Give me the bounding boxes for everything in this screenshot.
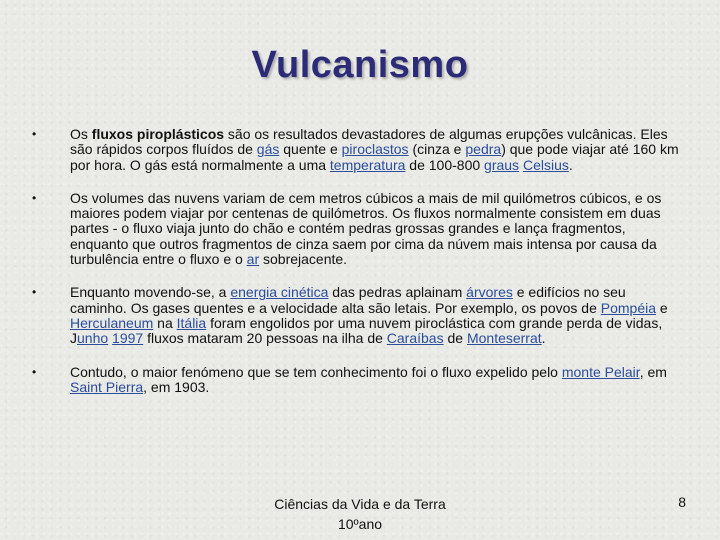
link-piroclastos[interactable]: piroclastos xyxy=(341,141,409,158)
link-monte-pelair[interactable]: monte Pelair xyxy=(561,363,640,380)
link-saint-pierra[interactable]: Saint Pierra xyxy=(70,378,144,395)
text: (cinza e xyxy=(408,141,466,158)
text: Enquanto movendo-se, a xyxy=(70,284,231,301)
bullet-text-3 xyxy=(70,284,668,346)
footer-course: Ciências da Vida e da Terra xyxy=(274,496,446,512)
text: . xyxy=(568,156,573,173)
bullet-text-1 xyxy=(70,126,679,173)
text: de xyxy=(443,330,467,347)
slide-title: Vulcanismo xyxy=(251,44,469,86)
link-1997[interactable]: 1997 xyxy=(112,330,144,347)
text: , em xyxy=(639,363,667,380)
text: Os xyxy=(70,126,92,142)
bullet-text-4 xyxy=(70,364,667,395)
link-pompeia[interactable]: Pompéia xyxy=(600,299,657,316)
link-celsius[interactable]: Celsius xyxy=(522,156,569,173)
link-junho[interactable]: unho xyxy=(77,330,109,347)
link-gas[interactable]: gás xyxy=(256,141,280,158)
footer-grade: 10ºano xyxy=(337,516,383,532)
text: na xyxy=(153,314,177,331)
link-temperatura[interactable]: temperatura xyxy=(329,156,406,173)
text: ) que pode viajar até 160 km por hora. O gás está normalmente a uma xyxy=(70,141,679,173)
link-pedra[interactable]: pedra xyxy=(465,141,502,158)
text: sobrejacente. xyxy=(259,251,348,268)
bullet-item-3 xyxy=(30,285,680,346)
text: e xyxy=(656,299,668,316)
text: das pedras aplainam xyxy=(328,284,467,301)
link-herculaneum[interactable]: Herculaneum xyxy=(70,314,154,331)
bullet-dot-icon: • xyxy=(32,364,37,379)
text: foram engolidos por uma nuvem piroclástica com grande perda de vidas, J xyxy=(70,314,663,347)
bullet-text-2 xyxy=(70,190,661,267)
text: fluxos mataram 20 pessoas na ilha de xyxy=(143,330,387,347)
link-energia-cinetica[interactable]: energia cinética xyxy=(230,284,329,301)
text: . xyxy=(541,330,546,347)
bold-term: fluxos piroplásticos xyxy=(91,126,225,142)
text: de 100-800 xyxy=(405,156,485,173)
bullet-dot-icon: • xyxy=(32,285,37,300)
bullet-item-4 xyxy=(30,365,680,396)
link-ar[interactable]: ar xyxy=(246,251,260,268)
link-graus[interactable]: graus xyxy=(484,156,520,173)
bullet-list xyxy=(30,127,680,413)
link-italia[interactable]: Itália xyxy=(176,314,207,331)
link-arvores[interactable]: árvores xyxy=(466,284,513,301)
bullet-item-2 xyxy=(30,191,680,267)
slide-footer xyxy=(260,494,460,534)
text: são os resultados devastadores de algumas erupções vulcânicas. Eles são rápidos corpos fluídos de xyxy=(70,126,668,158)
text: e edifícios no seu caminho. Os gases quentes e a velocidade alta são letais. Por exemplo, os povos de xyxy=(70,284,626,316)
link-caraibas[interactable]: Caraíbas xyxy=(386,330,444,347)
text: Contudo, o maior fenómeno que se tem conhecimento foi o fluxo expelido pelo xyxy=(70,363,562,380)
text: , em 1903. xyxy=(143,378,210,395)
text: Os volumes das nuvens variam de cem metros cúbicos a mais de mil quilómetros cúbicos, e os maiores podem viajar por centenas de quilómetros. Os fluxos normalmente consistem em duas partes - o fluxo viaja junto do chão e contém pedras grossas grandes e lança fragmentos, enquanto que outros fragmentos de cinza saem por cima da núvem mais intensa por causa da turbulência entre o fluxo e o xyxy=(70,189,662,268)
text: quente e xyxy=(279,141,342,158)
page-number: 8 xyxy=(678,494,686,510)
bullet-dot-icon: • xyxy=(32,190,37,205)
bullet-item-1 xyxy=(30,127,680,173)
link-monteserrat[interactable]: Monteserrat xyxy=(466,330,542,347)
bullet-dot-icon: • xyxy=(32,127,37,141)
